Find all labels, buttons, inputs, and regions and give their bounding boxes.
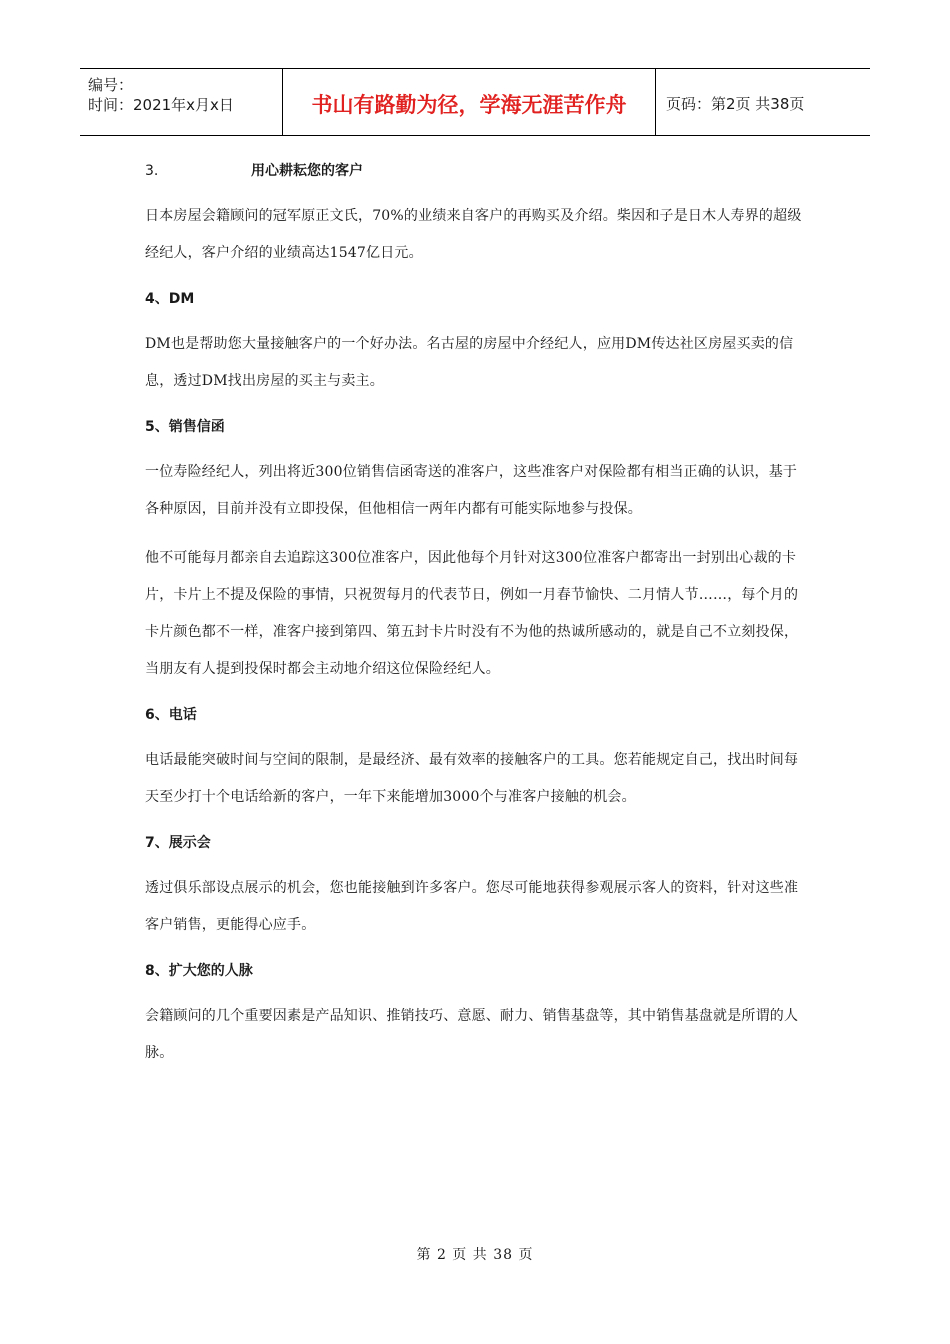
section-heading: 6、电话 bbox=[145, 707, 197, 723]
section-heading: 4、DM bbox=[145, 291, 195, 307]
document-time-label: 时间：2021年x月x日 bbox=[88, 96, 234, 114]
section-heading: 8、扩大您的人脉 bbox=[145, 963, 253, 979]
paragraph: 透过俱乐部设点展示的机会，您也能接触到许多客户。您尽可能地获得参观展示客人的资料，针对这些准客户销售，更能得心应手。 bbox=[145, 880, 799, 933]
paragraph: 日本房屋会籍顾问的冠军原正文氏，70%的业绩来自客户的再购买及介绍。柴因和子是日木人寿界的超级经纪人，客户介绍的业绩高达1547亿日元。 bbox=[145, 208, 802, 261]
page-footer: 第 2 页 共 38 页 bbox=[416, 1247, 534, 1263]
header-motto: 书山有路勤为径，学海无涯苦作舟 bbox=[282, 69, 656, 135]
section-number: 3. bbox=[145, 163, 159, 179]
header-page-info: 页码：第2页 共38页 bbox=[666, 94, 805, 113]
document-body bbox=[145, 156, 805, 1084]
paragraph: DM也是帮助您大量接触客户的一个好办法。名古屋的房屋中介经纪人，应用DM传达社区房屋买卖的信息，透过DM找出房屋的买主与卖主。 bbox=[145, 336, 794, 389]
paragraph: 电话最能突破时间与空间的限制，是最经济、最有效率的接触客户的工具。您若能规定自己，找出时间每天至少打十个电话给新的客户，一年下来能增加3000个与准客户接触的机会。 bbox=[145, 752, 799, 805]
section-heading: 5、销售信函 bbox=[145, 419, 225, 435]
paragraph: 他不可能每月都亲自去追踪这300位准客户，因此他每个月针对这300位准客户都寄出一封别出心裁的卡片，卡片上不提及保险的事情，只祝贺每月的代表节日，例如一月春节愉快、二月情人节……，每个月的卡片颜色都不一样，准客户接到第四、第五封卡片时没有不为他的热诚所感动的，就是自己不立刻投保，当朋友有人提到投保时都会主动地介绍这位保险经纪人。 bbox=[145, 550, 799, 677]
header-meta bbox=[80, 69, 282, 135]
section-title: 用心耕耘您的客户 bbox=[251, 163, 363, 179]
paragraph: 一位寿险经纪人，列出将近300位销售信函寄送的准客户，这些准客户对保险都有相当正确的认识，基于各种原因，目前并没有立即投保，但他相信一两年内都有可能实际地参与投保。 bbox=[145, 464, 798, 517]
document-number-label: 编号： bbox=[88, 76, 134, 94]
section-heading: 7、展示会 bbox=[145, 835, 211, 851]
section-heading bbox=[145, 156, 805, 186]
paragraph: 会籍顾问的几个重要因素是产品知识、推销技巧、意愿、耐力、销售基盘等，其中销售基盘就是所谓的人脉。 bbox=[145, 1008, 799, 1061]
page-header bbox=[80, 68, 870, 136]
